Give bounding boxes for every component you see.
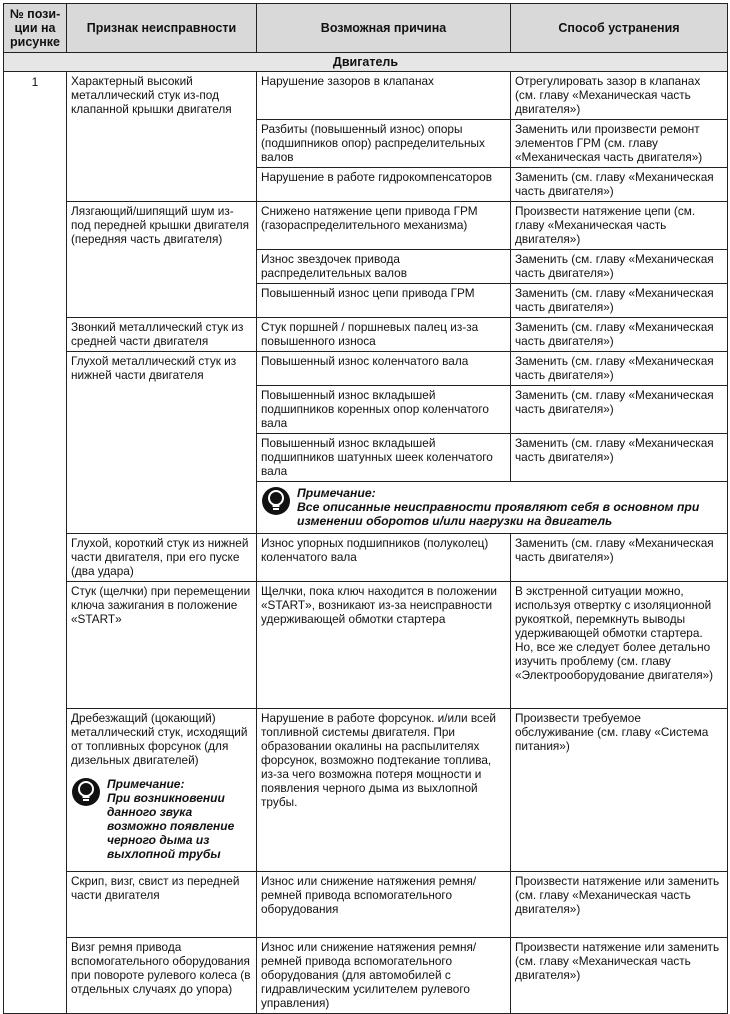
- cause-cell: Износ звездочек привода распределительных валов: [257, 250, 511, 284]
- symptom-cell: Глухой, короткий стук из нижней части двигателя, при его пуске (два удара): [67, 534, 257, 582]
- symptom-cell: Звонкий металлический стук из средней части двигателя: [67, 318, 257, 352]
- cause-cell: Стук поршней / поршневых палец из-за повышенного износа: [257, 318, 511, 352]
- header-cause: Возможная причина: [257, 4, 511, 53]
- symptom-cell: Скрип, визг, свист из передней части двигателя: [67, 872, 257, 938]
- cause-cell: Разбиты (повышенный износ) опоры (подшипников опор) распределительных валов: [257, 120, 511, 168]
- remedy-cell: Заменить (см. главу «Механическая часть двигателя»): [511, 434, 728, 482]
- remedy-cell: Отрегулировать зазор в клапанах (см. главу «Механическая часть двигателя»): [511, 72, 728, 120]
- position-number: 1: [4, 72, 67, 1014]
- cause-cell: Повышенный износ цепи привода ГРМ: [257, 284, 511, 318]
- remedy-cell: Произвести натяжение или заменить (см. главу «Механическая часть двигателя»): [511, 872, 728, 938]
- remedy-cell: Заменить (см. главу «Механическая часть двигателя»): [511, 318, 728, 352]
- header-remedy: Способ устранения: [511, 4, 728, 53]
- note-body: Все описанные неисправности проявляют себя в основном при изменении оборотов и/или нагрузки на двигатель: [297, 500, 700, 528]
- symptom-cell: Визг ремня привода вспомогательного оборудования при повороте рулевого колеса (в отдельных случаях до упора): [67, 938, 257, 1014]
- cause-cell: Повышенный износ вкладышей подшипников шатунных шеек коленчатого вала: [257, 434, 511, 482]
- symptom-text: Дребезжащий (цокающий) металлический стук, исходящий от топливных форсунок (для дизельных двигателей): [71, 711, 248, 767]
- remedy-cell: Заменить (см. главу «Механическая часть двигателя»): [511, 352, 728, 386]
- symptom-cell: Лязгающий/шипящий шум из-под передней крышки двигателя (передняя часть двигателя): [67, 202, 257, 318]
- remedy-cell: Заменить (см. главу «Механическая часть двигателя»): [511, 284, 728, 318]
- header-symptom: Признак неисправности: [67, 4, 257, 53]
- cause-cell: Повышенный износ коленчатого вала: [257, 352, 511, 386]
- remedy-cell: Произвести требуемое обслуживание (см. главу «Система питания»): [511, 709, 728, 872]
- section-title: Двигатель: [4, 53, 728, 72]
- note-body: При возникновении данного звука возможно появление черного дыма из выхлопной трубы: [107, 791, 235, 861]
- cause-cell: Износ или снижение натяжения ремня/ремней привода вспомогательного оборудования: [257, 872, 511, 938]
- remedy-cell: Заменить (см. главу «Механическая часть двигателя»): [511, 250, 728, 284]
- cause-cell: Щелчки, пока ключ находится в положении «START», возникают из-за неисправности удерживающей обмотки стартера: [257, 582, 511, 709]
- cause-cell: Нарушение в работе форсунок. и/или всей топливной системы двигателя. При образовании окалины на распылителях форсунок, возможно подтекание топлива, из-за чего возможна потеря мощности и появления черного дыма из выхлопной трубы.: [257, 709, 511, 872]
- note-cell: [257, 482, 728, 534]
- remedy-cell: Заменить (см. главу «Механическая часть двигателя»): [511, 386, 728, 434]
- malfunction-table: [3, 3, 728, 1014]
- remedy-cell: Произвести натяжение цепи (см. главу «Механическая часть двигателя»): [511, 202, 728, 250]
- symptom-cell: Стук (щелчки) при перемещении ключа зажигания в положение «START»: [67, 582, 257, 709]
- cause-cell: Нарушение в работе гидрокомпенсаторов: [257, 168, 511, 202]
- lightbulb-icon: [71, 777, 101, 807]
- cause-cell: Снижено натяжение цепи привода ГРМ (газораспределительного механизма): [257, 202, 511, 250]
- note-title: Примечание:: [107, 777, 185, 791]
- symptom-cell: Характерный высокий металлический стук из-под клапанной крышки двигателя: [67, 72, 257, 202]
- remedy-cell: Заменить (см. главу «Механическая часть двигателя»): [511, 168, 728, 202]
- cause-cell: Износ упорных подшипников (полуколец) коленчатого вала: [257, 534, 511, 582]
- cause-cell: Повышенный износ вкладышей подшипников коренных опор коленчатого вала: [257, 386, 511, 434]
- note: [261, 484, 723, 530]
- remedy-cell: В экстренной ситуации можно, используя отвертку с изоляционной рукояткой, перемкнуть выводы удерживающей обмотки стартера. Но, все же следует более детально изучить проблему (см. главу «Электрооборудование двигателя»): [511, 582, 728, 709]
- cause-cell: Износ или снижение натяжения ремня/ремней привода вспомогательного оборудования (для автомобилей с гидравлическим усилителем рулевого управления): [257, 938, 511, 1014]
- remedy-cell: Произвести натяжение или заменить (см. главу «Механическая часть двигателя»): [511, 938, 728, 1014]
- lightbulb-icon: [261, 486, 291, 516]
- header-position: № пози-ции на рисунке: [4, 4, 67, 53]
- remedy-cell: Заменить или произвести ремонт элементов ГРМ (см. главу «Механическая часть двигателя»): [511, 120, 728, 168]
- note-title: Примечание:: [297, 486, 376, 500]
- symptom-cell: [67, 709, 257, 872]
- symptom-cell: Глухой металлический стук из нижней части двигателя: [67, 352, 257, 534]
- cause-cell: Нарушение зазоров в клапанах: [257, 72, 511, 120]
- remedy-cell: Заменить (см. главу «Механическая часть двигателя»): [511, 534, 728, 582]
- note: [71, 775, 252, 863]
